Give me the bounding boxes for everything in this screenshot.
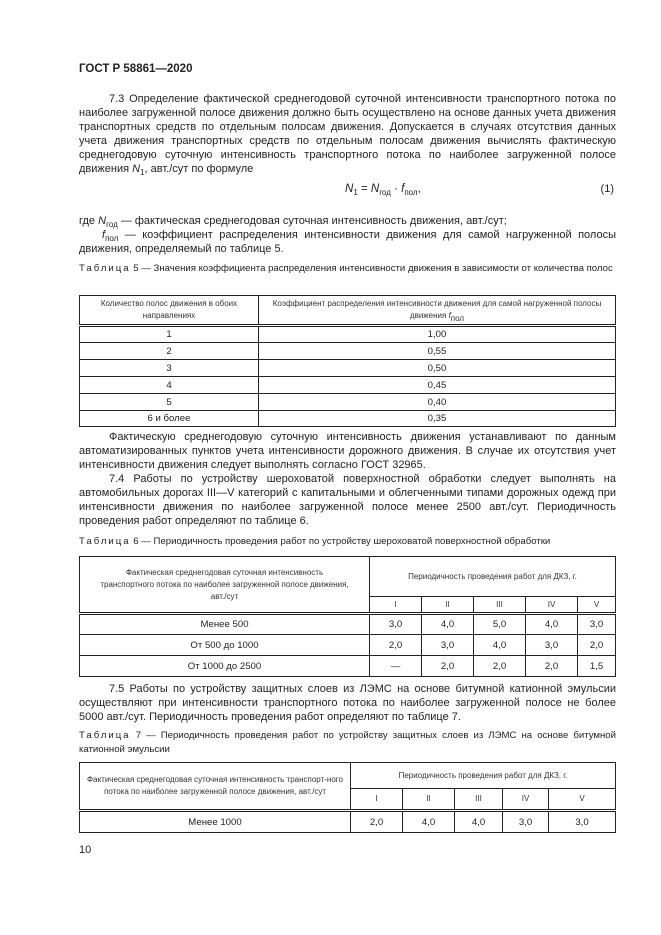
var-n1: N bbox=[132, 163, 141, 175]
cell: 4 bbox=[80, 377, 259, 394]
cell: 0,40 bbox=[259, 394, 616, 411]
cell: — bbox=[370, 656, 422, 677]
cell: 3,0 bbox=[549, 811, 616, 833]
w-f-sub: пол bbox=[105, 234, 119, 243]
t6-label: Таблица bbox=[79, 536, 131, 547]
table-row bbox=[80, 411, 616, 427]
cell: 3 bbox=[80, 360, 259, 377]
table-row bbox=[80, 360, 616, 377]
cell: 4,0 bbox=[403, 811, 455, 833]
paragraph-fact bbox=[79, 430, 616, 528]
f-f-sub: пол bbox=[404, 188, 418, 197]
t6-sub: V bbox=[578, 597, 616, 614]
cell: 3,0 bbox=[422, 635, 474, 656]
t7-sub: III bbox=[455, 789, 503, 811]
cell: 2,0 bbox=[351, 811, 403, 833]
formula-expression bbox=[345, 183, 421, 195]
cell: 6 и более bbox=[80, 411, 259, 427]
table-row bbox=[80, 394, 616, 411]
cell: 4,0 bbox=[422, 614, 474, 635]
table7-caption bbox=[79, 729, 616, 757]
t5-label: Таблица bbox=[79, 263, 131, 274]
f-eq: = bbox=[357, 183, 371, 195]
cell: 1 bbox=[80, 326, 259, 343]
table-row bbox=[80, 656, 616, 677]
p-fact-text: Фактическую среднегодовую суточную интенсивность движения устанавливают по данным автоматизированных пунктов учета интенсивности дорожного движения. В случае их отсутствия учет интенсивности движения следует выполнять согласно ГОСТ 32965. bbox=[79, 431, 616, 471]
cell: 3,0 bbox=[526, 635, 578, 656]
table-row bbox=[80, 614, 616, 635]
cell: 2,0 bbox=[474, 656, 526, 677]
t6-sub: I bbox=[370, 597, 422, 614]
t7-sub: I bbox=[351, 789, 403, 811]
cell: 2,0 bbox=[578, 635, 616, 656]
cell: 1,5 bbox=[578, 656, 616, 677]
t6-header-right: Периодичность проведения работ для ДКЗ, г. bbox=[370, 557, 616, 597]
w-f: f bbox=[102, 229, 106, 241]
t5-h2-text: Коэффициент распределения интенсивности движения для самой нагруженной полосы движения bbox=[272, 299, 602, 320]
table-row bbox=[80, 343, 616, 360]
f-dot: · bbox=[390, 183, 402, 195]
paragraph-7-4: 7.4 Работы по устройству шероховатой поверхностной обработки следует выполнять на автомобильных дорогах III—V категорий с капитальными и облегченными типами дорожных одежд при интенсивности движения по наиболее загруженной полосе менее 2500 авт./сут. Периодичность проведения работ определяют по таблице 6. bbox=[79, 473, 616, 527]
f-n-sub: год bbox=[379, 188, 391, 197]
cell: 4,0 bbox=[474, 635, 526, 656]
t7-sub: V bbox=[549, 789, 616, 811]
cell: 4,0 bbox=[455, 811, 503, 833]
paragraph-7-3 bbox=[79, 92, 616, 176]
cell: 0,55 bbox=[259, 343, 616, 360]
t6-header-left: Фактическая среднегодовая суточная интенсивность транспортного потока по наиболее загруженной полосе движения, авт./сут bbox=[80, 557, 370, 614]
cell: 2,0 bbox=[526, 656, 578, 677]
cell: 1,00 bbox=[259, 326, 616, 343]
t5-f: f bbox=[448, 311, 451, 320]
where-prefix: где bbox=[79, 215, 99, 227]
t7-header-right: Периодичность проведения работ для ДКЗ, г. bbox=[351, 763, 616, 789]
table-5 bbox=[79, 295, 616, 427]
table-row bbox=[80, 377, 616, 394]
cell: От 1000 до 2500 bbox=[80, 656, 370, 677]
f-lhs-sub: 1 bbox=[353, 188, 358, 197]
cell: 5,0 bbox=[474, 614, 526, 635]
page-number: 10 bbox=[79, 844, 92, 856]
t7-header-left: Фактическая среднегодовая суточная интенсивность транспорт-ного потока по наиболее загруженной полосе движения, авт./сут bbox=[80, 763, 351, 811]
t6-sub: IV bbox=[526, 597, 578, 614]
table-6 bbox=[79, 556, 616, 677]
document-header: ГОСТ Р 58861—2020 bbox=[79, 63, 193, 75]
table-row bbox=[80, 635, 616, 656]
p73-tail: , авт./сут по формуле bbox=[144, 163, 254, 175]
f-end: , bbox=[417, 183, 421, 195]
cell: 3,0 bbox=[578, 614, 616, 635]
var-n1-sub: 1 bbox=[140, 168, 145, 177]
t5-caption-text: 5 — Значения коэффициента распределения интенсивности движения в зависимости от количества полос bbox=[130, 263, 613, 274]
cell: 0,35 bbox=[259, 411, 616, 427]
paragraph-7-5 bbox=[79, 682, 616, 724]
f-n: N bbox=[370, 183, 380, 195]
where-n-text: — фактическая среднегодовая суточная интенсивность движения, авт./сут; bbox=[117, 215, 507, 227]
cell: 0,50 bbox=[259, 360, 616, 377]
p75-text: 7.5 Работы по устройству защитных слоев из ЛЭМС на основе битумной катионной эмульсии осуществляют при интенсивности транспортного потока по наиболее загруженной полосе не более 5000 авт./сут. Периодичность проведения работ определяют по таблице 7. bbox=[79, 683, 616, 723]
t6-sub: III bbox=[474, 597, 526, 614]
table-7 bbox=[79, 762, 616, 833]
f-f: f bbox=[401, 183, 405, 195]
t5-header-lanes: Количество полос движения в обоих направлениях bbox=[80, 296, 259, 326]
cell: 3,0 bbox=[503, 811, 549, 833]
f-lhs: N bbox=[345, 183, 354, 195]
cell: От 500 до 1000 bbox=[80, 635, 370, 656]
cell: 2 bbox=[80, 343, 259, 360]
cell: 4,0 bbox=[526, 614, 578, 635]
w-n-sub: год bbox=[106, 220, 118, 229]
t7-caption-text: 7 — Периодичность проведения работ по устройству защитных слоев из ЛЭМС на основе битумной катионной эмульсии bbox=[79, 730, 616, 755]
table-row bbox=[80, 811, 616, 833]
formula-1 bbox=[79, 183, 616, 199]
p73-text: 7.3 Определение фактической среднегодовой суточной интенсивности транспортного потока по наиболее загруженной полосе движения должно быть осуществлено на основе данных учета движения транспортных средств по отдельным полосам движения. Допускается в случаях отсутствия данных учета движения транспортных средств по отдельным полосам движения вычислять фактическую среднегодовую суточную интенсивность транспортного потока по наиболее загруженной полосе движения bbox=[79, 93, 616, 175]
table5-caption bbox=[79, 262, 616, 276]
cell: Менее 1000 bbox=[80, 811, 351, 833]
w-n: N bbox=[98, 215, 107, 227]
t5-f-sub: пол bbox=[450, 314, 465, 323]
cell: 5 bbox=[80, 394, 259, 411]
t5-header-coef bbox=[259, 296, 616, 326]
t6-caption-text: 6 — Периодичность проведения работ по устройству шероховатой поверхностной обработки bbox=[130, 536, 551, 547]
cell: 2,0 bbox=[422, 656, 474, 677]
cell: 3,0 bbox=[370, 614, 422, 635]
cell: Менее 500 bbox=[80, 614, 370, 635]
t7-label: Таблица bbox=[79, 730, 131, 741]
t7-sub: II bbox=[403, 789, 455, 811]
formula-number: (1) bbox=[600, 183, 614, 195]
where-f-text: — коэффициент распределения интенсивности движения для самой нагруженной полосы движения, определяемый по таблице 5. bbox=[79, 229, 616, 255]
table6-caption bbox=[79, 535, 616, 549]
where-block bbox=[79, 214, 616, 256]
table-row bbox=[80, 326, 616, 343]
cell: 0,45 bbox=[259, 377, 616, 394]
t7-sub: IV bbox=[503, 789, 549, 811]
cell: 2,0 bbox=[370, 635, 422, 656]
t6-sub: II bbox=[422, 597, 474, 614]
